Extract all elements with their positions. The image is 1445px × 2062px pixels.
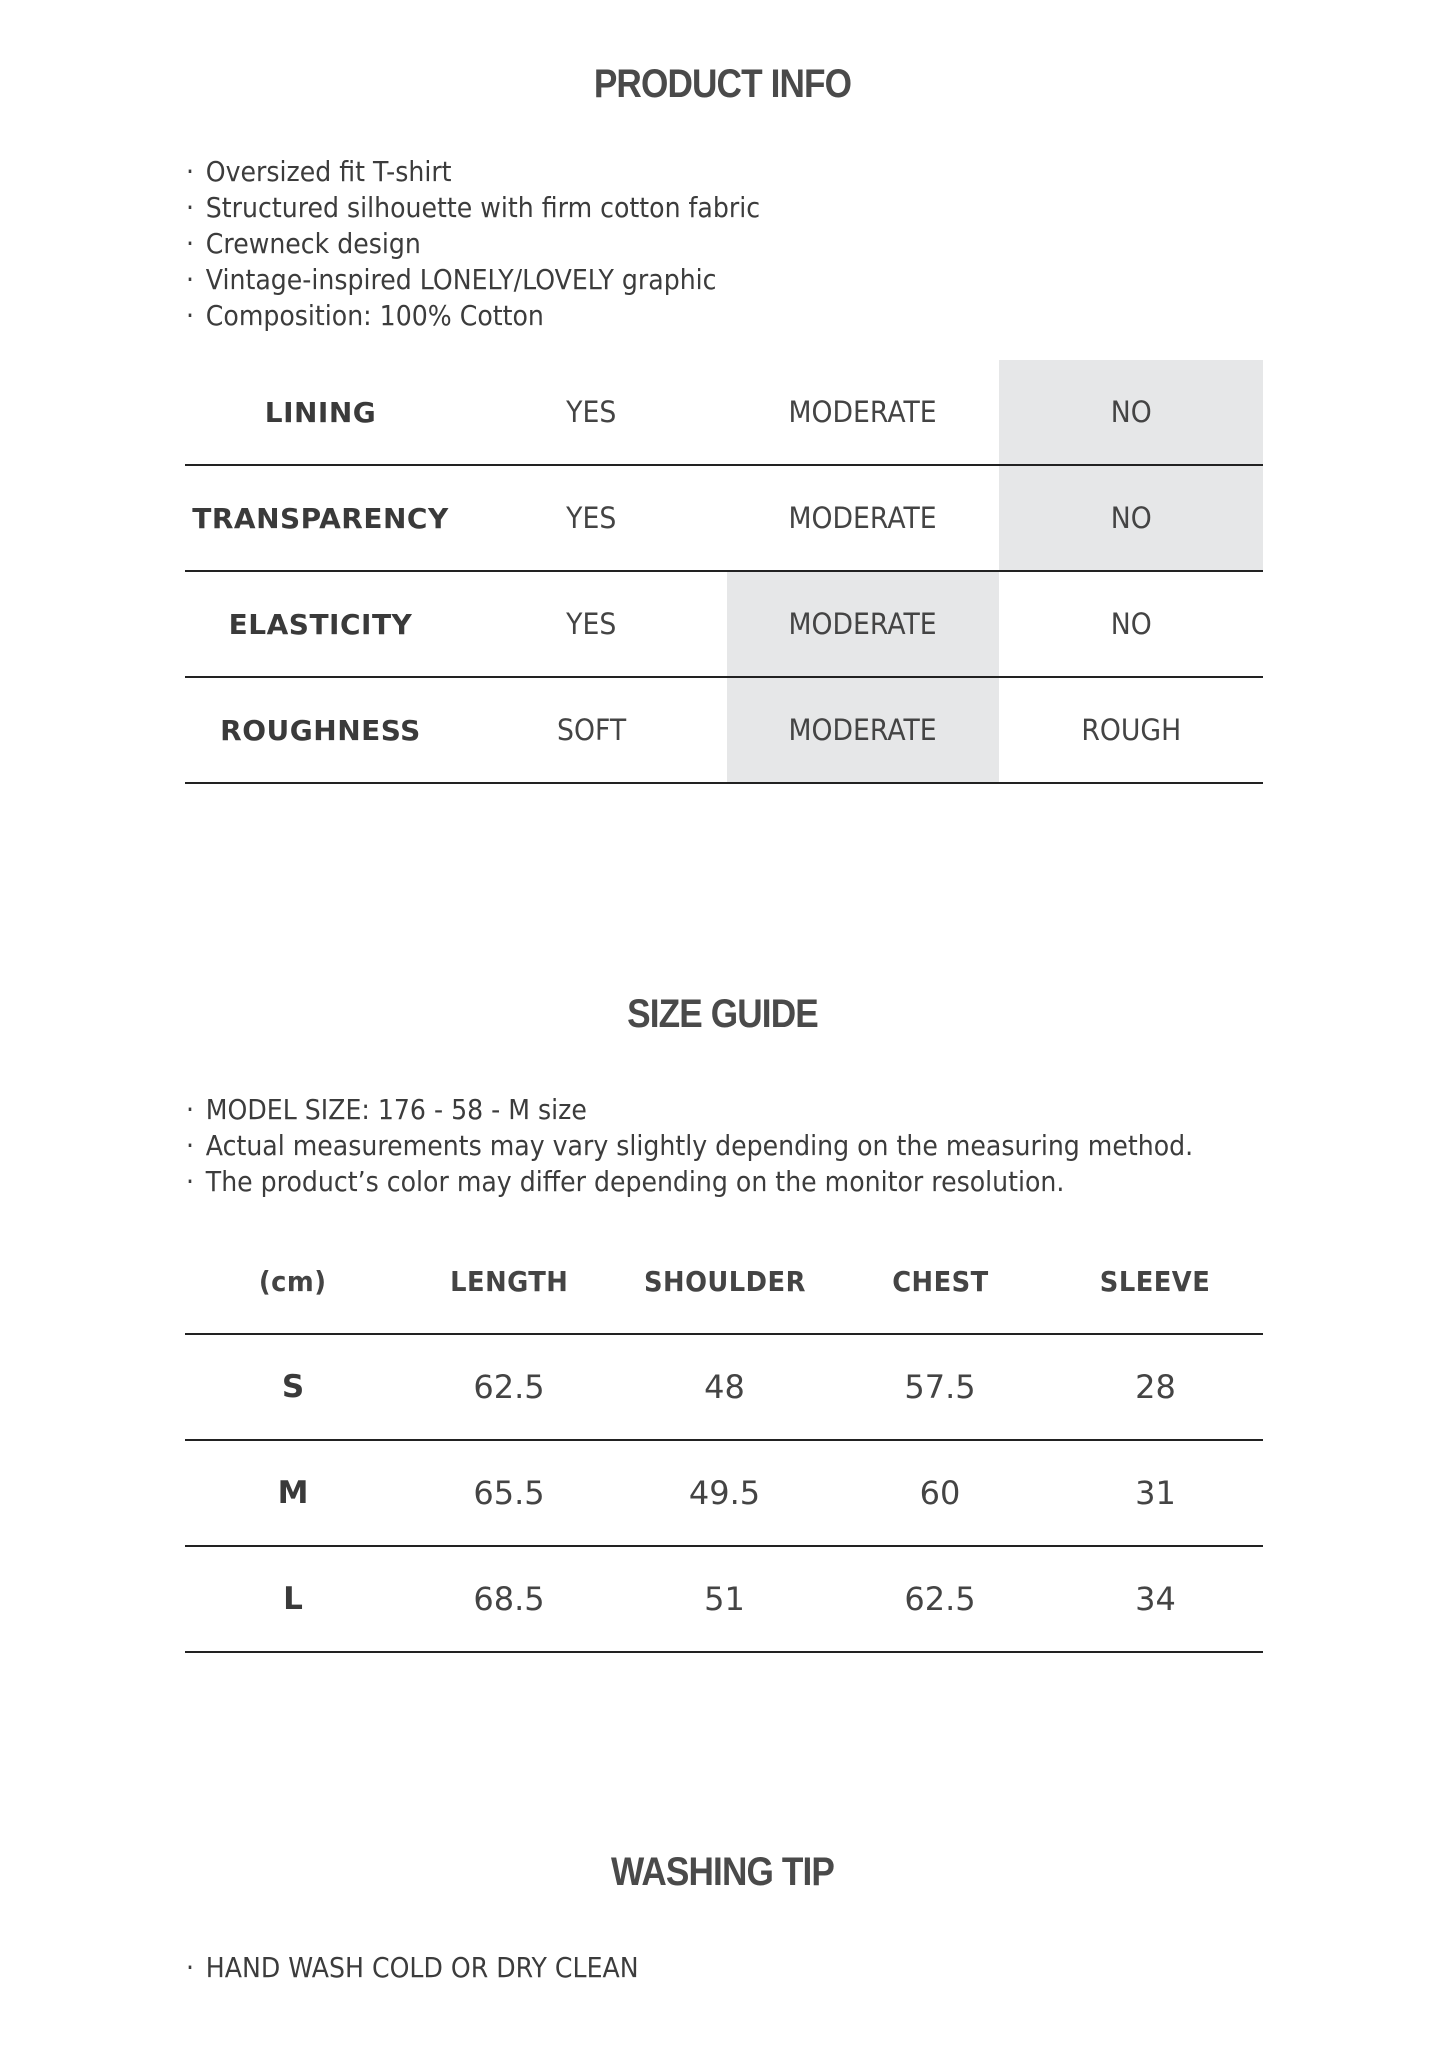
attribute-option: YES	[456, 571, 727, 677]
attribute-option: YES	[456, 465, 727, 571]
table-cell: 57.5	[832, 1334, 1048, 1440]
list-item: · Crewneck design	[186, 227, 421, 260]
table-cell: 62.5	[401, 1334, 617, 1440]
fabric-attribute-table	[185, 360, 1263, 784]
bullet-mark: ·	[186, 263, 195, 296]
attribute-label: ROUGHNESS	[185, 677, 456, 783]
column-header-sleeve: SLEEVE	[1048, 1229, 1263, 1334]
size-label: L	[185, 1546, 401, 1652]
table-row	[185, 1334, 1263, 1440]
table-row	[185, 360, 1263, 465]
list-item: · Structured silhouette with firm cotton fabric	[186, 191, 761, 224]
table-row	[185, 465, 1263, 571]
table-cell: 48	[617, 1334, 832, 1440]
table-cell: 49.5	[617, 1440, 832, 1546]
table-cell: 28	[1048, 1334, 1263, 1440]
product-info-bullets	[186, 154, 824, 334]
bullet-mark: ·	[186, 1951, 195, 1984]
table-row	[185, 1546, 1263, 1652]
table-cell: 62.5	[832, 1546, 1048, 1652]
bullet-mark: ·	[186, 299, 195, 332]
table-cell: 34	[1048, 1546, 1263, 1652]
attribute-option: MODERATE	[727, 465, 999, 571]
size-table	[185, 1229, 1263, 1653]
column-header-chest: CHEST	[832, 1229, 1048, 1334]
attribute-option-selected: MODERATE	[727, 677, 999, 783]
attribute-label: LINING	[185, 360, 456, 465]
bullet-mark: ·	[186, 1165, 195, 1198]
table-row	[185, 571, 1263, 677]
table-cell: 60	[832, 1440, 1048, 1546]
bullet-mark: ·	[186, 227, 195, 260]
bullet-mark: ·	[186, 1129, 195, 1162]
list-item: · Composition: 100% Cotton	[186, 299, 544, 332]
column-header-length: LENGTH	[401, 1229, 617, 1334]
column-header-shoulder: SHOULDER	[617, 1229, 832, 1334]
table-cell: 51	[617, 1546, 832, 1652]
product-info-title: PRODUCT INFO	[593, 62, 852, 106]
table-row	[185, 677, 1263, 783]
attribute-option: NO	[999, 571, 1263, 677]
washing-tip-bullets	[186, 1950, 689, 1986]
table-cell: 65.5	[401, 1440, 617, 1546]
attribute-option-selected: NO	[999, 360, 1263, 465]
attribute-option-selected: NO	[999, 465, 1263, 571]
list-item: · Actual measurements may vary slightly depending on the measuring method.	[186, 1129, 1194, 1162]
table-cell: 31	[1048, 1440, 1263, 1546]
list-item: · Oversized fit T-shirt	[186, 155, 452, 188]
size-guide-bullets	[186, 1092, 1305, 1200]
list-item: · HAND WASH COLD OR DRY CLEAN	[186, 1951, 639, 1984]
list-item: · Vintage-inspired LONELY/LOVELY graphic	[186, 263, 717, 296]
attribute-option-selected: MODERATE	[727, 571, 999, 677]
attribute-option: YES	[456, 360, 727, 465]
attribute-option: MODERATE	[727, 360, 999, 465]
attribute-label: TRANSPARENCY	[185, 465, 456, 571]
washing-tip-title: WASHING TIP	[610, 1850, 835, 1894]
attribute-label: ELASTICITY	[185, 571, 456, 677]
list-item: · MODEL SIZE: 176 - 58 - M size	[186, 1093, 587, 1126]
table-header-row	[185, 1229, 1263, 1334]
size-label: S	[185, 1334, 401, 1440]
column-header-unit: (cm)	[185, 1229, 401, 1334]
table-cell: 68.5	[401, 1546, 617, 1652]
bullet-mark: ·	[186, 1093, 195, 1126]
attribute-option: ROUGH	[999, 677, 1263, 783]
bullet-mark: ·	[186, 191, 195, 224]
bullet-mark: ·	[186, 155, 195, 188]
list-item: · The product’s color may differ depending on the monitor resolution.	[186, 1165, 1065, 1198]
size-guide-title: SIZE GUIDE	[627, 992, 818, 1036]
attribute-option: SOFT	[456, 677, 727, 783]
table-row	[185, 1440, 1263, 1546]
size-label: M	[185, 1440, 401, 1546]
